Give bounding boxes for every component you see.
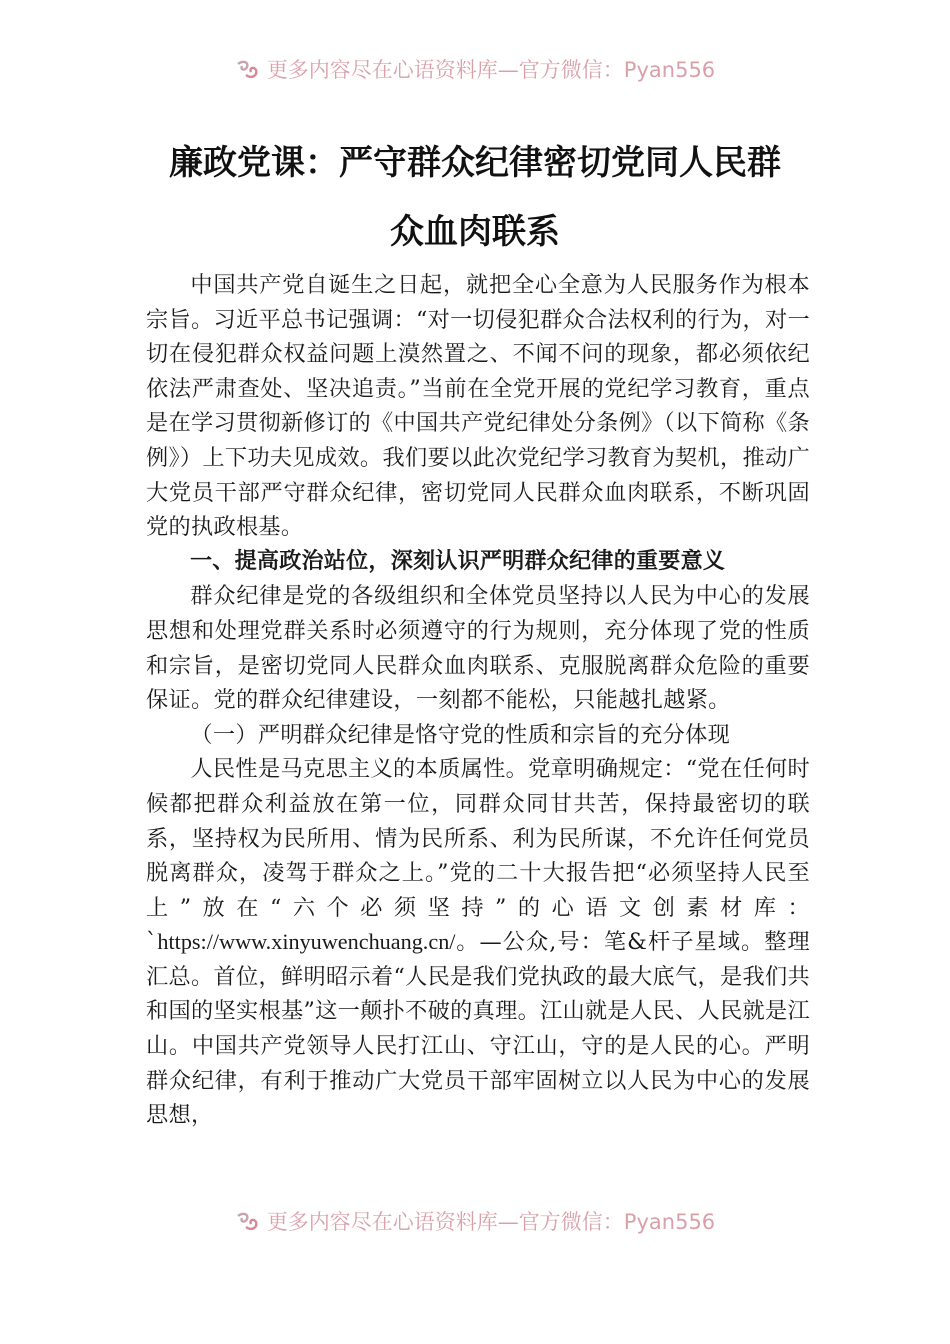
subsection-heading-1: （一）严明群众纪律是恪守党的性质和宗旨的充分体现 [190, 721, 731, 748]
section-1-paragraph: 群众纪律是党的各级组织和全体党员坚持以人民为中心的发展思想和处理党群关系时必须遵守的行为规则，充分体现了党的性质和宗旨，是密切党同人民群众血肉联系、克服脱离群众危险的重要保证。党的群众纪律建设，一刻都不能松，只能越扎越紧。 [146, 583, 810, 714]
watermark-text: 更多内容尽在心语资料库—官方微信：Pyan556 [266, 58, 716, 82]
watermark-logo-icon [235, 58, 261, 80]
document-body [146, 268, 810, 1133]
source-url: https://www.xinyuwenchuang.cn/ [157, 929, 456, 955]
document-title-line-1: 廉政党课：严守群众纪律密切党同人民群 [169, 143, 781, 183]
subsection-1-text-b: 。—公众,号：笔&杆子星域。整理汇总。首位，鲜明昭示着“人民是我们党执政的最大底气，是我们共和国的坚实根基”这一颠扑不破的真理。江山就是人民、人民就是江山。中国共产党领导人民打江山、守江山，守的是人民的心。严明群众纪律，有利于推动广大党员干部牢固树立以人民为中心的发展思想， [146, 929, 810, 1129]
subsection-1-paragraph [146, 752, 810, 1133]
watermark-banner-bottom [0, 1206, 950, 1236]
section-heading-1: 一、提高政治站位，深刻认识严明群众纪律的重要意义 [190, 548, 726, 574]
watermark-logo-icon [235, 1210, 261, 1232]
watermark-text: 更多内容尽在心语资料库—官方微信：Pyan556 [266, 1210, 716, 1234]
subsection-1-text-a: 人民性是马克思主义的本质属性。党章明确规定：“党在任何时候都把群众利益放在第一位，同群众同甘共苦，保持最密切的联系，坚持权为民所用、情为民所系、利为民所谋，不允许任何党员脱离群众，凌驾于群众之上。”党的二十大报告把“必须坚持人民至上”放在“六个必须坚持”的心语文创素材库：` [146, 756, 810, 956]
intro-paragraph: 中国共产党自诞生之日起，就把全心全意为人民服务作为根本宗旨。习近平总书记强调：“对一切侵犯群众合法权利的行为，对一切在侵犯群众权益问题上漠然置之、不闻不问的现象，都必须依纪依法严肃查处、坚决追责。”当前在全党开展的党纪学习教育，重点是在学习贯彻新修订的《中国共产党纪律处分条例》（以下简称《条例》）上下功夫见成效。我们要以此次党纪学习教育为契机，推动广大党员干部严守群众纪律，密切党同人民群众血肉联系，不断巩固党的执政根基。 [146, 272, 810, 541]
watermark-banner-top [0, 54, 950, 84]
document-title-line-2: 众血肉联系 [390, 212, 560, 252]
